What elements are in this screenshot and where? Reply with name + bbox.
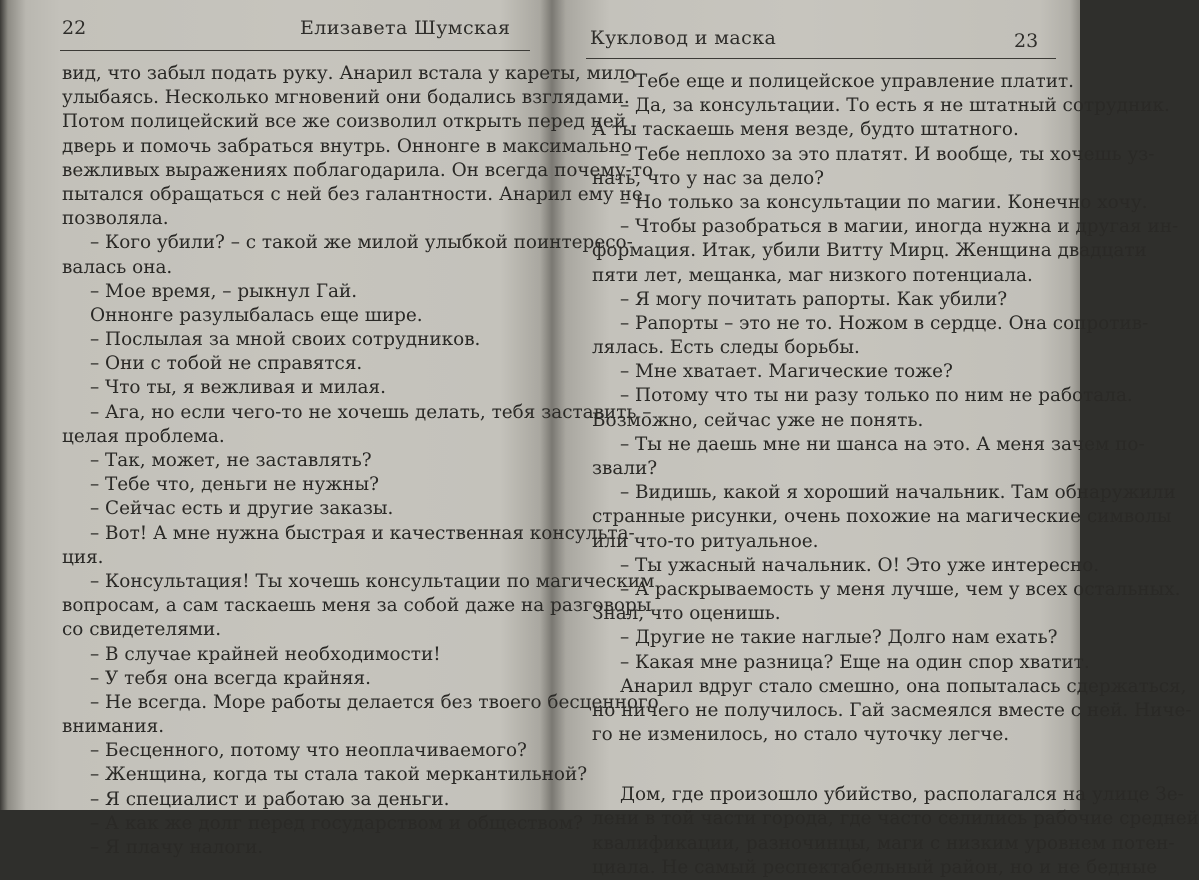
text-line: дверь и помочь забраться внутрь. Оннонге в максимально	[62, 135, 632, 157]
text-line: – Тебе неплохо за это платят. И вообще, ты хочешь уз-	[620, 143, 1155, 165]
text-line: го не изменилось, но стало чуточку легче.	[592, 724, 1010, 746]
text-line: – Тебе что, деньги не нужны?	[90, 474, 380, 496]
text-line: улыбаясь. Несколько мгновений они бодались взглядами.	[62, 87, 630, 109]
right-running-head: Кукловод и маска	[590, 27, 777, 49]
text-line: – Вот! А мне нужна быстрая и качественная консульта-	[90, 522, 635, 544]
text-line: – Ты не даешь мне ни шанса на это. А меня зачем по-	[620, 433, 1145, 455]
text-line: – В случае крайней необходимости!	[90, 643, 441, 665]
left-header-rule	[60, 50, 530, 51]
text-line: – Мое время, – рыкнул Гай.	[90, 280, 358, 302]
right-page	[556, 0, 1199, 878]
text-line: – Консультация! Ты хочешь консультации по магическим	[90, 570, 655, 592]
text-line: – Видишь, какой я хороший начальник. Там обнаружили	[620, 482, 1176, 504]
text-line: – Потому что ты ни разу только по ним не работала.	[620, 385, 1133, 407]
text-line: Дом, где произошло убийство, располагался на улице Зе-	[620, 784, 1184, 806]
text-line: внимания.	[62, 716, 165, 738]
text-line: вид, что забыл подать руку. Анарил встала у кареты, мило	[62, 63, 636, 84]
text-line: или что-то ритуальное.	[592, 530, 819, 552]
text-line: Знал, что оценишь.	[592, 603, 781, 625]
text-line: пяти лет, мещанка, маг низкого потенциала.	[592, 264, 1033, 286]
text-line: – Так, может, не заставлять?	[90, 450, 372, 471]
text-line: лени в той части города, где часто селились рабочие средней	[592, 808, 1199, 830]
text-line: со свидетелями.	[62, 619, 222, 641]
text-line: – Тебе еще и полицейское управление платит.	[620, 71, 1074, 92]
text-line: – Рапорты – это не то. Ножом в сердце. Она сопротив-	[620, 312, 1149, 334]
text-line: – А раскрываемость у меня лучше, чем у всех остальных.	[620, 578, 1181, 600]
text-line: – Не всегда. Море работы делается без твоего бесценного	[90, 691, 659, 713]
text-line: позволяла.	[62, 208, 169, 230]
text-line: – Ты ужасный начальник. О! Это уже интересно.	[620, 554, 1100, 576]
text-line: – Другие не такие наглые? Долго нам ехать?	[620, 627, 1058, 649]
text-line: лялась. Есть следы борьбы.	[592, 337, 860, 359]
text-line: но ничего не получилось. Гай засмеялся вместе с ней. Ниче-	[592, 699, 1192, 721]
text-line: – Чтобы разобраться в магии, иногда нужна и другая ин-	[620, 216, 1179, 238]
text-line: вежливых выражениях поблагодарила. Он всегда почему-то	[62, 159, 654, 181]
left-page-number: 22	[62, 17, 87, 39]
text-line: Анарил вдруг стало смешно, она попыталась сдержаться,	[620, 675, 1187, 697]
text-line: валась она.	[62, 256, 173, 278]
text-line: Потом полицейский все же соизволил открыть перед ней	[62, 111, 627, 133]
text-line: – Бесценного, потому что неоплачиваемого?	[90, 740, 527, 762]
text-line: – Сейчас есть и другие заказы.	[90, 498, 394, 520]
text-line: формация. Итак, убили Витту Мирц. Женщина двадцати	[592, 240, 1147, 262]
left-running-head: Елизавета Шумская	[300, 17, 511, 39]
text-line: – У тебя она всегда крайняя.	[90, 667, 371, 689]
text-line: – Мне хватает. Магические тоже?	[620, 361, 953, 383]
text-line: Возможно, сейчас уже не понять.	[592, 409, 924, 431]
text-line: – Я могу почитать рапорты. Как убили?	[620, 288, 1008, 310]
text-line: – Я специалист и работаю за деньги.	[90, 788, 450, 810]
text-line: Оннонге разулыбалась еще шире.	[90, 304, 423, 326]
text-line: – Они с тобой не справятся.	[90, 353, 363, 375]
text-line: нать, что у нас за дело?	[592, 167, 825, 189]
text-line: странные рисунки, очень похожие на магические символы	[592, 506, 1172, 528]
paragraph-break	[592, 747, 1050, 783]
text-line: – Женщина, когда ты стала такой меркантильной?	[90, 764, 588, 786]
text-line: – Да, за консультации. То есть я не штатный сотрудник.	[620, 95, 1170, 117]
right-header-rule	[586, 58, 1056, 59]
text-line: целая проблема.	[62, 425, 225, 447]
text-line: – Что ты, я вежливая и милая.	[90, 377, 386, 399]
text-line: квалификации, разночинцы, маги с низким уровнем потен-	[592, 832, 1175, 854]
text-line: – А как же долг перед государством и обществом?	[90, 812, 584, 834]
right-page-text	[592, 70, 1199, 880]
text-line: циала. Не самый респектабельный район, но и не бедные	[592, 856, 1158, 878]
text-line: пытался обращаться с ней без галантности. Анарил ему не	[62, 183, 643, 205]
text-line: – Но только за консультации по магии. Конечно хочу.	[620, 191, 1148, 213]
text-line: – Ага, но если чего-то не хочешь делать, тебя заставить –	[90, 401, 652, 423]
right-page-number: 23	[1014, 30, 1039, 52]
text-line: ция.	[62, 546, 104, 568]
text-line: звали?	[592, 458, 658, 479]
text-line: вопросам, а сам таскаешь меня за собой даже на разговоры	[62, 595, 652, 617]
text-line: А ты таскаешь меня везде, будто штатного.	[592, 119, 1019, 141]
text-line: – Послылая за мной своих сотрудников.	[90, 329, 481, 351]
text-line: – Я плачу налоги.	[90, 837, 264, 858]
text-line: – Какая мне разница? Еще на один спор хватит.	[620, 651, 1090, 673]
text-line: – Кого убили? – с такой же милой улыбкой поинтересо-	[90, 232, 633, 254]
